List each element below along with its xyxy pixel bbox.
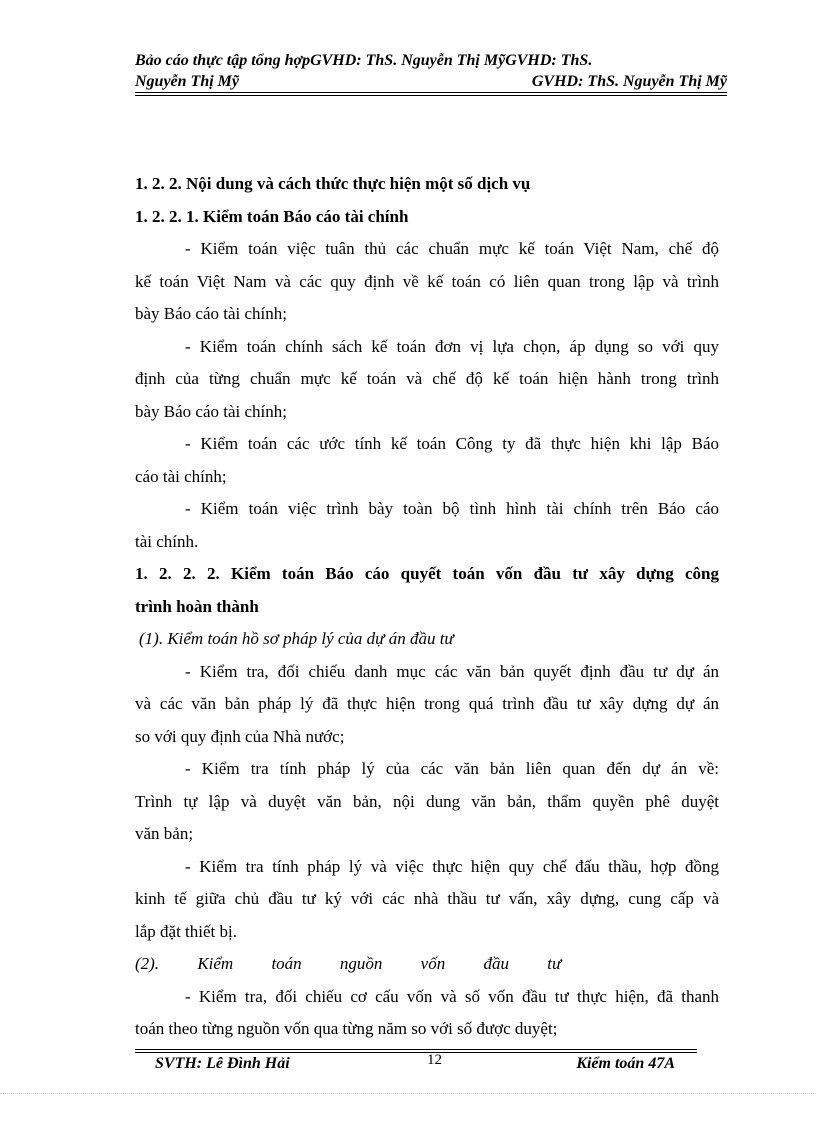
header-rule-top (135, 92, 727, 93)
subheading-2: (2). Kiểm toán nguồn vốn đầu tư (135, 954, 562, 973)
footer-class: Kiểm toán 47A (576, 1055, 675, 1072)
paragraph-line: - Kiểm tra, đối chiếu danh mục các văn bản quyết định đầu tư dự án (185, 661, 719, 681)
paragraph-line: bày Báo cáo tài chính; (135, 304, 288, 323)
paragraph-line: văn bản; (135, 824, 194, 843)
document-body (135, 168, 719, 1046)
paragraph-line: và các văn bản pháp lý đã thực hiện trong quá trình đầu tư xây dựng dự án (135, 694, 719, 713)
paragraph-line: lắp đặt thiết bị. (135, 921, 237, 941)
paragraph-line: - Kiểm toán việc tuân thủ các chuẩn mực kế toán Việt Nam, chế độ (185, 239, 719, 258)
paragraph-line: kinh tế giữa chủ đầu tư ký với các nhà thầu tư vấn, xây dựng, cung cấp và (135, 889, 719, 908)
section-heading-1-2-2-2: 1. 2. 2. 2. Kiểm toán Báo cáo quyết toán vốn đầu tư xây dựng công (135, 564, 719, 583)
section-heading-1-2-2-2-cont: trình hoàn thành (135, 596, 259, 616)
paragraph-line: - Kiểm tra, đối chiếu cơ cấu vốn và số vốn đầu tư thực hiện, đã thanh (185, 986, 719, 1006)
header-line-2-right: GVHD: ThS. Nguyễn Thị Mỹ (531, 73, 727, 90)
paragraph-line: định của từng chuẩn mực kế toán và chế độ kế toán hiện hành trong trình (135, 369, 719, 388)
section-heading-1-2-2-1: 1. 2. 2. 1. Kiểm toán Báo cáo tài chính (135, 206, 409, 226)
page-bottom-dotted-border (0, 1093, 816, 1094)
header-rule-bottom (135, 95, 727, 96)
paragraph-line: Trình tự lập và duyệt văn bản, nội dung văn bản, thẩm quyền phê duyệt (135, 791, 719, 811)
page-number: 12 (427, 1052, 442, 1068)
paragraph-line: - Kiểm tra tính pháp lý và việc thực hiện quy chế đấu thầu, hợp đồng (185, 856, 719, 876)
footer-rule-bottom (135, 1052, 697, 1053)
section-heading-1-2-2: 1. 2. 2. Nội dung và cách thức thực hiện một số dịch vụ (135, 174, 531, 193)
header-line-2 (135, 71, 727, 92)
header-line-1: Bảo cáo thực tập tổng hợpGVHD: ThS. Nguyễn Thị MỹGVHD: ThS. (135, 52, 593, 69)
paragraph-line: - Kiểm toán chính sách kế toán đơn vị lựa chọn, áp dụng so với quy (185, 336, 719, 356)
paragraph-line: so với quy định của Nhà nước; (135, 726, 345, 746)
paragraph-line: toán theo từng nguồn vốn qua từng năm so với số được duyệt; (135, 1019, 558, 1038)
footer-rule-top (135, 1049, 697, 1050)
running-footer (135, 1052, 697, 1077)
header-line-2-left: Nguyễn Thị Mỹ (135, 73, 239, 90)
paragraph-line: bày Báo cáo tài chính; (135, 401, 288, 421)
paragraph-line: - Kiểm toán việc trình bày toàn bộ tình hình tài chính trên Báo cáo (185, 499, 719, 518)
footer-student: SVTH: Lê Đình Hải (155, 1055, 290, 1072)
running-header (135, 50, 727, 92)
subheading-1: (1). Kiểm toán hồ sơ pháp lý của dự án đầu tư (139, 629, 454, 648)
paragraph-line: kế toán Việt Nam và các quy định về kế toán có liên quan trong lập và trình (135, 271, 719, 291)
paragraph-line: - Kiểm tra tính pháp lý của các văn bản liên quan đến dự án về: (185, 759, 719, 778)
paragraph-line: - Kiểm toán các ước tính kế toán Công ty đã thực hiện khi lập Báo (185, 434, 719, 453)
paragraph-line: cáo tài chính; (135, 466, 227, 486)
paragraph-line: tài chính. (135, 531, 199, 551)
